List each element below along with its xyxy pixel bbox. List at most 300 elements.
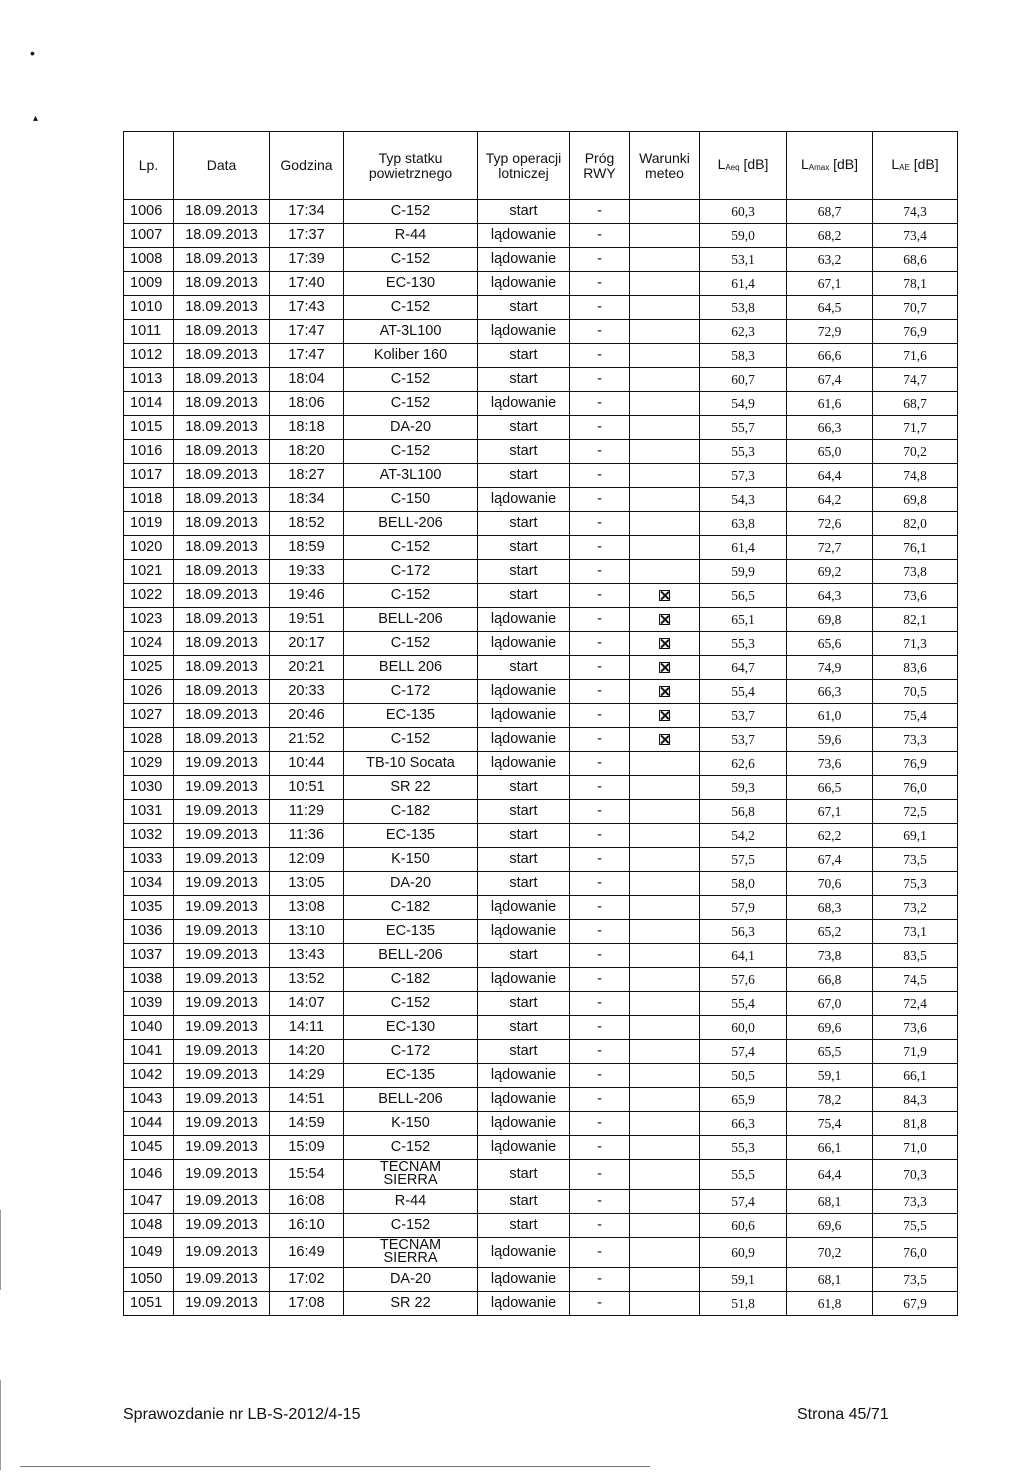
cell-typ-statku-text: TECNAM SIERRA — [379, 1237, 442, 1266]
cell-godzina: 17:43 — [270, 296, 344, 320]
table-row — [124, 440, 958, 464]
cell-typ-statku: C-152 — [344, 632, 478, 656]
cell-laeq: 57,9 — [700, 896, 787, 920]
checked-box-icon — [659, 686, 670, 697]
cell-godzina: 13:52 — [270, 968, 344, 992]
cell-prog-rwy: - — [570, 248, 630, 272]
cell-godzina: 17:47 — [270, 344, 344, 368]
header-lae — [873, 132, 958, 200]
cell-data: 19.09.2013 — [174, 1088, 270, 1112]
cell-warunki-meteo — [630, 608, 700, 632]
cell-warunki-meteo — [630, 344, 700, 368]
cell-warunki-meteo — [630, 1112, 700, 1136]
cell-lae: 70,3 — [873, 1160, 958, 1190]
cell-godzina: 17:02 — [270, 1268, 344, 1292]
cell-warunki-meteo — [630, 1136, 700, 1160]
checked-box-icon — [659, 662, 670, 673]
cell-data: 18.09.2013 — [174, 632, 270, 656]
cell-lae: 74,5 — [873, 968, 958, 992]
cell-laeq: 54,9 — [700, 392, 787, 416]
cell-prog-rwy: - — [570, 224, 630, 248]
cell-lp: 1027 — [124, 704, 174, 728]
cell-data: 18.09.2013 — [174, 680, 270, 704]
cell-lamax: 61,0 — [787, 704, 873, 728]
cell-lp: 1012 — [124, 344, 174, 368]
cell-prog-rwy: - — [570, 1016, 630, 1040]
cell-typ-statku: DA-20 — [344, 872, 478, 896]
cell-lamax: 66,3 — [787, 680, 873, 704]
cell-lamax: 67,4 — [787, 368, 873, 392]
cell-typ-operacji: lądowanie — [478, 704, 570, 728]
cell-typ-operacji: start — [478, 368, 570, 392]
cell-data: 18.09.2013 — [174, 512, 270, 536]
cell-prog-rwy: - — [570, 536, 630, 560]
cell-lae: 76,9 — [873, 752, 958, 776]
cell-godzina: 17:08 — [270, 1292, 344, 1316]
table-row — [124, 704, 958, 728]
cell-prog-rwy: - — [570, 584, 630, 608]
cell-lp: 1036 — [124, 920, 174, 944]
cell-laeq: 66,3 — [700, 1112, 787, 1136]
cell-typ-operacji: lądowanie — [478, 1268, 570, 1292]
cell-typ-statku: EC-135 — [344, 704, 478, 728]
cell-lamax: 64,4 — [787, 1160, 873, 1190]
cell-prog-rwy: - — [570, 680, 630, 704]
cell-typ-statku: BELL 206 — [344, 656, 478, 680]
table-row — [124, 656, 958, 680]
cell-typ-statku: C-182 — [344, 800, 478, 824]
cell-lp: 1042 — [124, 1064, 174, 1088]
cell-lp: 1017 — [124, 464, 174, 488]
cell-lamax: 62,2 — [787, 824, 873, 848]
cell-lp: 1032 — [124, 824, 174, 848]
cell-warunki-meteo — [630, 320, 700, 344]
cell-lamax: 61,6 — [787, 392, 873, 416]
header-prog-rwy: Próg RWY — [570, 132, 630, 200]
scan-edge-line — [0, 1210, 1, 1290]
table-row — [124, 560, 958, 584]
cell-lamax: 66,1 — [787, 1136, 873, 1160]
cell-lamax: 68,1 — [787, 1190, 873, 1214]
cell-laeq: 61,4 — [700, 536, 787, 560]
cell-typ-statku: EC-135 — [344, 1064, 478, 1088]
cell-laeq: 65,1 — [700, 608, 787, 632]
cell-godzina: 13:05 — [270, 872, 344, 896]
table-row — [124, 1136, 958, 1160]
cell-warunki-meteo — [630, 680, 700, 704]
cell-lae: 74,3 — [873, 200, 958, 224]
cell-prog-rwy: - — [570, 296, 630, 320]
cell-lamax: 64,4 — [787, 464, 873, 488]
cell-lp: 1028 — [124, 728, 174, 752]
cell-warunki-meteo — [630, 392, 700, 416]
cell-prog-rwy: - — [570, 1190, 630, 1214]
table-row — [124, 992, 958, 1016]
cell-typ-statku: C-152 — [344, 248, 478, 272]
cell-laeq: 53,1 — [700, 248, 787, 272]
cell-typ-operacji: lądowanie — [478, 320, 570, 344]
cell-warunki-meteo — [630, 896, 700, 920]
cell-lp: 1009 — [124, 272, 174, 296]
cell-warunki-meteo — [630, 944, 700, 968]
cell-laeq: 55,3 — [700, 632, 787, 656]
cell-warunki-meteo — [630, 848, 700, 872]
cell-lae: 76,0 — [873, 1238, 958, 1268]
cell-lamax: 69,8 — [787, 608, 873, 632]
cell-prog-rwy: - — [570, 1064, 630, 1088]
cell-lae: 81,8 — [873, 1112, 958, 1136]
cell-typ-statku: C-182 — [344, 968, 478, 992]
cell-laeq: 55,3 — [700, 440, 787, 464]
cell-lae: 78,1 — [873, 272, 958, 296]
header-lp: Lp. — [124, 132, 174, 200]
cell-prog-rwy: - — [570, 1160, 630, 1190]
cell-warunki-meteo — [630, 776, 700, 800]
table-row — [124, 632, 958, 656]
cell-lp: 1048 — [124, 1214, 174, 1238]
table-row — [124, 1268, 958, 1292]
cell-warunki-meteo — [630, 200, 700, 224]
cell-typ-operacji: start — [478, 1214, 570, 1238]
cell-lae: 70,2 — [873, 440, 958, 464]
cell-godzina: 19:33 — [270, 560, 344, 584]
cell-godzina: 18:04 — [270, 368, 344, 392]
cell-lamax: 68,3 — [787, 896, 873, 920]
cell-lamax: 73,6 — [787, 752, 873, 776]
cell-laeq: 56,5 — [700, 584, 787, 608]
cell-godzina: 17:39 — [270, 248, 344, 272]
cell-godzina: 13:10 — [270, 920, 344, 944]
table-row — [124, 200, 958, 224]
footer-page-number: Strona 45/71 — [797, 1406, 889, 1423]
table-header-row — [124, 132, 958, 200]
cell-prog-rwy: - — [570, 1292, 630, 1316]
measurement-table — [123, 131, 958, 1316]
cell-laeq: 56,3 — [700, 920, 787, 944]
cell-typ-operacji: start — [478, 200, 570, 224]
table-row — [124, 824, 958, 848]
cell-godzina: 18:59 — [270, 536, 344, 560]
cell-typ-operacji: lądowanie — [478, 1292, 570, 1316]
cell-lae: 82,0 — [873, 512, 958, 536]
cell-typ-statku: SR 22 — [344, 1292, 478, 1316]
table-row — [124, 296, 958, 320]
cell-prog-rwy: - — [570, 488, 630, 512]
header-warunki-meteo: Warunki meteo — [630, 132, 700, 200]
cell-lp: 1018 — [124, 488, 174, 512]
header-typ-operacji: Typ operacji lotniczej — [478, 132, 570, 200]
cell-typ-operacji: start — [478, 512, 570, 536]
cell-prog-rwy: - — [570, 1088, 630, 1112]
cell-data: 19.09.2013 — [174, 872, 270, 896]
cell-typ-operacji: start — [478, 1190, 570, 1214]
table-row — [124, 392, 958, 416]
cell-lamax: 65,2 — [787, 920, 873, 944]
cell-laeq: 57,3 — [700, 464, 787, 488]
cell-laeq: 62,6 — [700, 752, 787, 776]
cell-warunki-meteo — [630, 824, 700, 848]
cell-data: 19.09.2013 — [174, 1064, 270, 1088]
cell-laeq: 50,5 — [700, 1064, 787, 1088]
cell-prog-rwy: - — [570, 320, 630, 344]
table-row — [124, 536, 958, 560]
cell-prog-rwy: - — [570, 824, 630, 848]
cell-laeq: 61,4 — [700, 272, 787, 296]
cell-lp: 1035 — [124, 896, 174, 920]
cell-warunki-meteo — [630, 584, 700, 608]
cell-lamax: 64,5 — [787, 296, 873, 320]
cell-typ-statku: C-152 — [344, 536, 478, 560]
cell-warunki-meteo — [630, 1040, 700, 1064]
cell-laeq: 64,1 — [700, 944, 787, 968]
cell-prog-rwy: - — [570, 368, 630, 392]
header-godzina: Godzina — [270, 132, 344, 200]
cell-godzina: 20:46 — [270, 704, 344, 728]
cell-prog-rwy: - — [570, 1214, 630, 1238]
table-row — [124, 920, 958, 944]
cell-typ-statku: C-152 — [344, 728, 478, 752]
cell-lae: 73,2 — [873, 896, 958, 920]
table-row — [124, 728, 958, 752]
cell-lae: 66,1 — [873, 1064, 958, 1088]
cell-typ-statku: R-44 — [344, 1190, 478, 1214]
cell-godzina: 10:51 — [270, 776, 344, 800]
cell-typ-statku — [344, 1160, 478, 1190]
cell-lae: 68,6 — [873, 248, 958, 272]
cell-data: 19.09.2013 — [174, 1190, 270, 1214]
cell-lamax: 68,2 — [787, 224, 873, 248]
cell-typ-statku: C-152 — [344, 368, 478, 392]
scan-bottom-line — [20, 1466, 650, 1467]
cell-lae: 73,1 — [873, 920, 958, 944]
cell-typ-operacji: lądowanie — [478, 1136, 570, 1160]
cell-lp: 1013 — [124, 368, 174, 392]
cell-godzina: 17:37 — [270, 224, 344, 248]
cell-prog-rwy: - — [570, 776, 630, 800]
cell-data: 18.09.2013 — [174, 704, 270, 728]
cell-godzina: 10:44 — [270, 752, 344, 776]
cell-godzina: 17:40 — [270, 272, 344, 296]
cell-godzina: 18:18 — [270, 416, 344, 440]
cell-godzina: 13:08 — [270, 896, 344, 920]
cell-warunki-meteo — [630, 704, 700, 728]
table-row — [124, 1190, 958, 1214]
table-row — [124, 776, 958, 800]
cell-godzina: 19:51 — [270, 608, 344, 632]
cell-typ-statku: EC-130 — [344, 1016, 478, 1040]
cell-warunki-meteo — [630, 536, 700, 560]
cell-warunki-meteo — [630, 1292, 700, 1316]
table-body — [124, 200, 958, 1316]
cell-lae: 73,3 — [873, 728, 958, 752]
cell-prog-rwy: - — [570, 1112, 630, 1136]
table-row — [124, 1214, 958, 1238]
cell-lp: 1007 — [124, 224, 174, 248]
cell-warunki-meteo — [630, 872, 700, 896]
cell-data: 18.09.2013 — [174, 320, 270, 344]
cell-warunki-meteo — [630, 992, 700, 1016]
cell-lae: 76,0 — [873, 776, 958, 800]
cell-warunki-meteo — [630, 1016, 700, 1040]
cell-data: 18.09.2013 — [174, 296, 270, 320]
header-laeq — [700, 132, 787, 200]
checked-box-icon — [659, 638, 670, 649]
cell-laeq: 55,7 — [700, 416, 787, 440]
cell-typ-statku: SR 22 — [344, 776, 478, 800]
cell-lae: 84,3 — [873, 1088, 958, 1112]
cell-laeq: 60,6 — [700, 1214, 787, 1238]
cell-typ-statku: AT-3L100 — [344, 464, 478, 488]
header-lamax-sub: Amax — [808, 162, 830, 172]
cell-typ-operacji: lądowanie — [478, 920, 570, 944]
table-row — [124, 680, 958, 704]
cell-typ-statku: C-152 — [344, 296, 478, 320]
cell-prog-rwy: - — [570, 968, 630, 992]
cell-data: 19.09.2013 — [174, 1238, 270, 1268]
cell-data: 19.09.2013 — [174, 1292, 270, 1316]
table-row — [124, 584, 958, 608]
cell-typ-statku: AT-3L100 — [344, 320, 478, 344]
cell-lp: 1050 — [124, 1268, 174, 1292]
cell-typ-operacji: lądowanie — [478, 632, 570, 656]
cell-data: 18.09.2013 — [174, 584, 270, 608]
cell-lamax: 65,0 — [787, 440, 873, 464]
cell-data: 18.09.2013 — [174, 536, 270, 560]
cell-prog-rwy: - — [570, 392, 630, 416]
cell-typ-operacji: lądowanie — [478, 392, 570, 416]
cell-lamax: 68,7 — [787, 200, 873, 224]
cell-lp: 1037 — [124, 944, 174, 968]
cell-lp: 1033 — [124, 848, 174, 872]
cell-laeq: 56,8 — [700, 800, 787, 824]
cell-typ-operacji: lądowanie — [478, 272, 570, 296]
header-laeq-l: L — [717, 155, 726, 172]
cell-typ-statku: C-152 — [344, 1214, 478, 1238]
cell-prog-rwy: - — [570, 416, 630, 440]
cell-warunki-meteo — [630, 464, 700, 488]
cell-lp: 1045 — [124, 1136, 174, 1160]
cell-typ-operacji: start — [478, 824, 570, 848]
cell-lae: 68,7 — [873, 392, 958, 416]
cell-data: 19.09.2013 — [174, 824, 270, 848]
cell-godzina: 14:51 — [270, 1088, 344, 1112]
cell-warunki-meteo — [630, 1238, 700, 1268]
cell-godzina: 16:10 — [270, 1214, 344, 1238]
cell-laeq: 60,3 — [700, 200, 787, 224]
cell-lae: 69,1 — [873, 824, 958, 848]
checked-box-icon — [659, 614, 670, 625]
cell-warunki-meteo — [630, 512, 700, 536]
cell-lae: 74,8 — [873, 464, 958, 488]
cell-warunki-meteo — [630, 656, 700, 680]
table-row — [124, 1112, 958, 1136]
cell-data: 19.09.2013 — [174, 848, 270, 872]
cell-data: 18.09.2013 — [174, 368, 270, 392]
table-row — [124, 320, 958, 344]
cell-warunki-meteo — [630, 1268, 700, 1292]
cell-typ-statku: BELL-206 — [344, 512, 478, 536]
cell-typ-statku: K-150 — [344, 1112, 478, 1136]
cell-data: 18.09.2013 — [174, 488, 270, 512]
cell-typ-operacji: start — [478, 536, 570, 560]
cell-laeq: 59,1 — [700, 1268, 787, 1292]
cell-laeq: 55,5 — [700, 1160, 787, 1190]
cell-typ-operacji: lądowanie — [478, 488, 570, 512]
cell-typ-statku: C-172 — [344, 680, 478, 704]
table-row — [124, 464, 958, 488]
cell-data: 19.09.2013 — [174, 1136, 270, 1160]
checked-box-icon — [659, 710, 670, 721]
cell-data: 18.09.2013 — [174, 392, 270, 416]
cell-lp: 1023 — [124, 608, 174, 632]
scan-edge-line — [0, 1380, 1, 1470]
cell-typ-operacji: start — [478, 1160, 570, 1190]
header-data: Data — [174, 132, 270, 200]
cell-lamax: 64,2 — [787, 488, 873, 512]
cell-data: 19.09.2013 — [174, 752, 270, 776]
cell-godzina: 16:08 — [270, 1190, 344, 1214]
cell-lae: 73,3 — [873, 1190, 958, 1214]
cell-godzina: 20:33 — [270, 680, 344, 704]
cell-typ-operacji: start — [478, 584, 570, 608]
cell-lae: 76,1 — [873, 536, 958, 560]
cell-prog-rwy: - — [570, 872, 630, 896]
cell-lamax: 70,6 — [787, 872, 873, 896]
cell-lp: 1047 — [124, 1190, 174, 1214]
cell-prog-rwy: - — [570, 560, 630, 584]
table-row — [124, 1292, 958, 1316]
cell-typ-statku: C-172 — [344, 1040, 478, 1064]
cell-godzina: 18:52 — [270, 512, 344, 536]
cell-typ-operacji: lądowanie — [478, 1064, 570, 1088]
cell-godzina: 14:59 — [270, 1112, 344, 1136]
cell-lp: 1006 — [124, 200, 174, 224]
cell-lamax: 59,6 — [787, 728, 873, 752]
cell-lamax: 72,9 — [787, 320, 873, 344]
cell-laeq: 59,0 — [700, 224, 787, 248]
header-laeq-sub: Aeq — [725, 162, 740, 172]
cell-lamax: 59,1 — [787, 1064, 873, 1088]
cell-typ-operacji: lądowanie — [478, 896, 570, 920]
checked-box-icon — [659, 734, 670, 745]
cell-laeq: 60,9 — [700, 1238, 787, 1268]
cell-typ-operacji: lądowanie — [478, 968, 570, 992]
cell-prog-rwy: - — [570, 1238, 630, 1268]
cell-lamax: 69,6 — [787, 1214, 873, 1238]
cell-laeq: 60,7 — [700, 368, 787, 392]
table-row — [124, 1088, 958, 1112]
cell-laeq: 53,8 — [700, 296, 787, 320]
cell-data: 19.09.2013 — [174, 800, 270, 824]
cell-godzina: 14:07 — [270, 992, 344, 1016]
cell-typ-statku: K-150 — [344, 848, 478, 872]
cell-godzina: 21:52 — [270, 728, 344, 752]
cell-lp: 1044 — [124, 1112, 174, 1136]
cell-prog-rwy: - — [570, 464, 630, 488]
cell-typ-operacji: lądowanie — [478, 752, 570, 776]
cell-warunki-meteo — [630, 1160, 700, 1190]
cell-prog-rwy: - — [570, 656, 630, 680]
table-row — [124, 368, 958, 392]
cell-typ-operacji: start — [478, 800, 570, 824]
cell-prog-rwy: - — [570, 440, 630, 464]
cell-lae: 73,6 — [873, 584, 958, 608]
cell-typ-operacji: lądowanie — [478, 1112, 570, 1136]
cell-data: 18.09.2013 — [174, 560, 270, 584]
cell-lp: 1008 — [124, 248, 174, 272]
cell-warunki-meteo — [630, 296, 700, 320]
cell-prog-rwy: - — [570, 512, 630, 536]
